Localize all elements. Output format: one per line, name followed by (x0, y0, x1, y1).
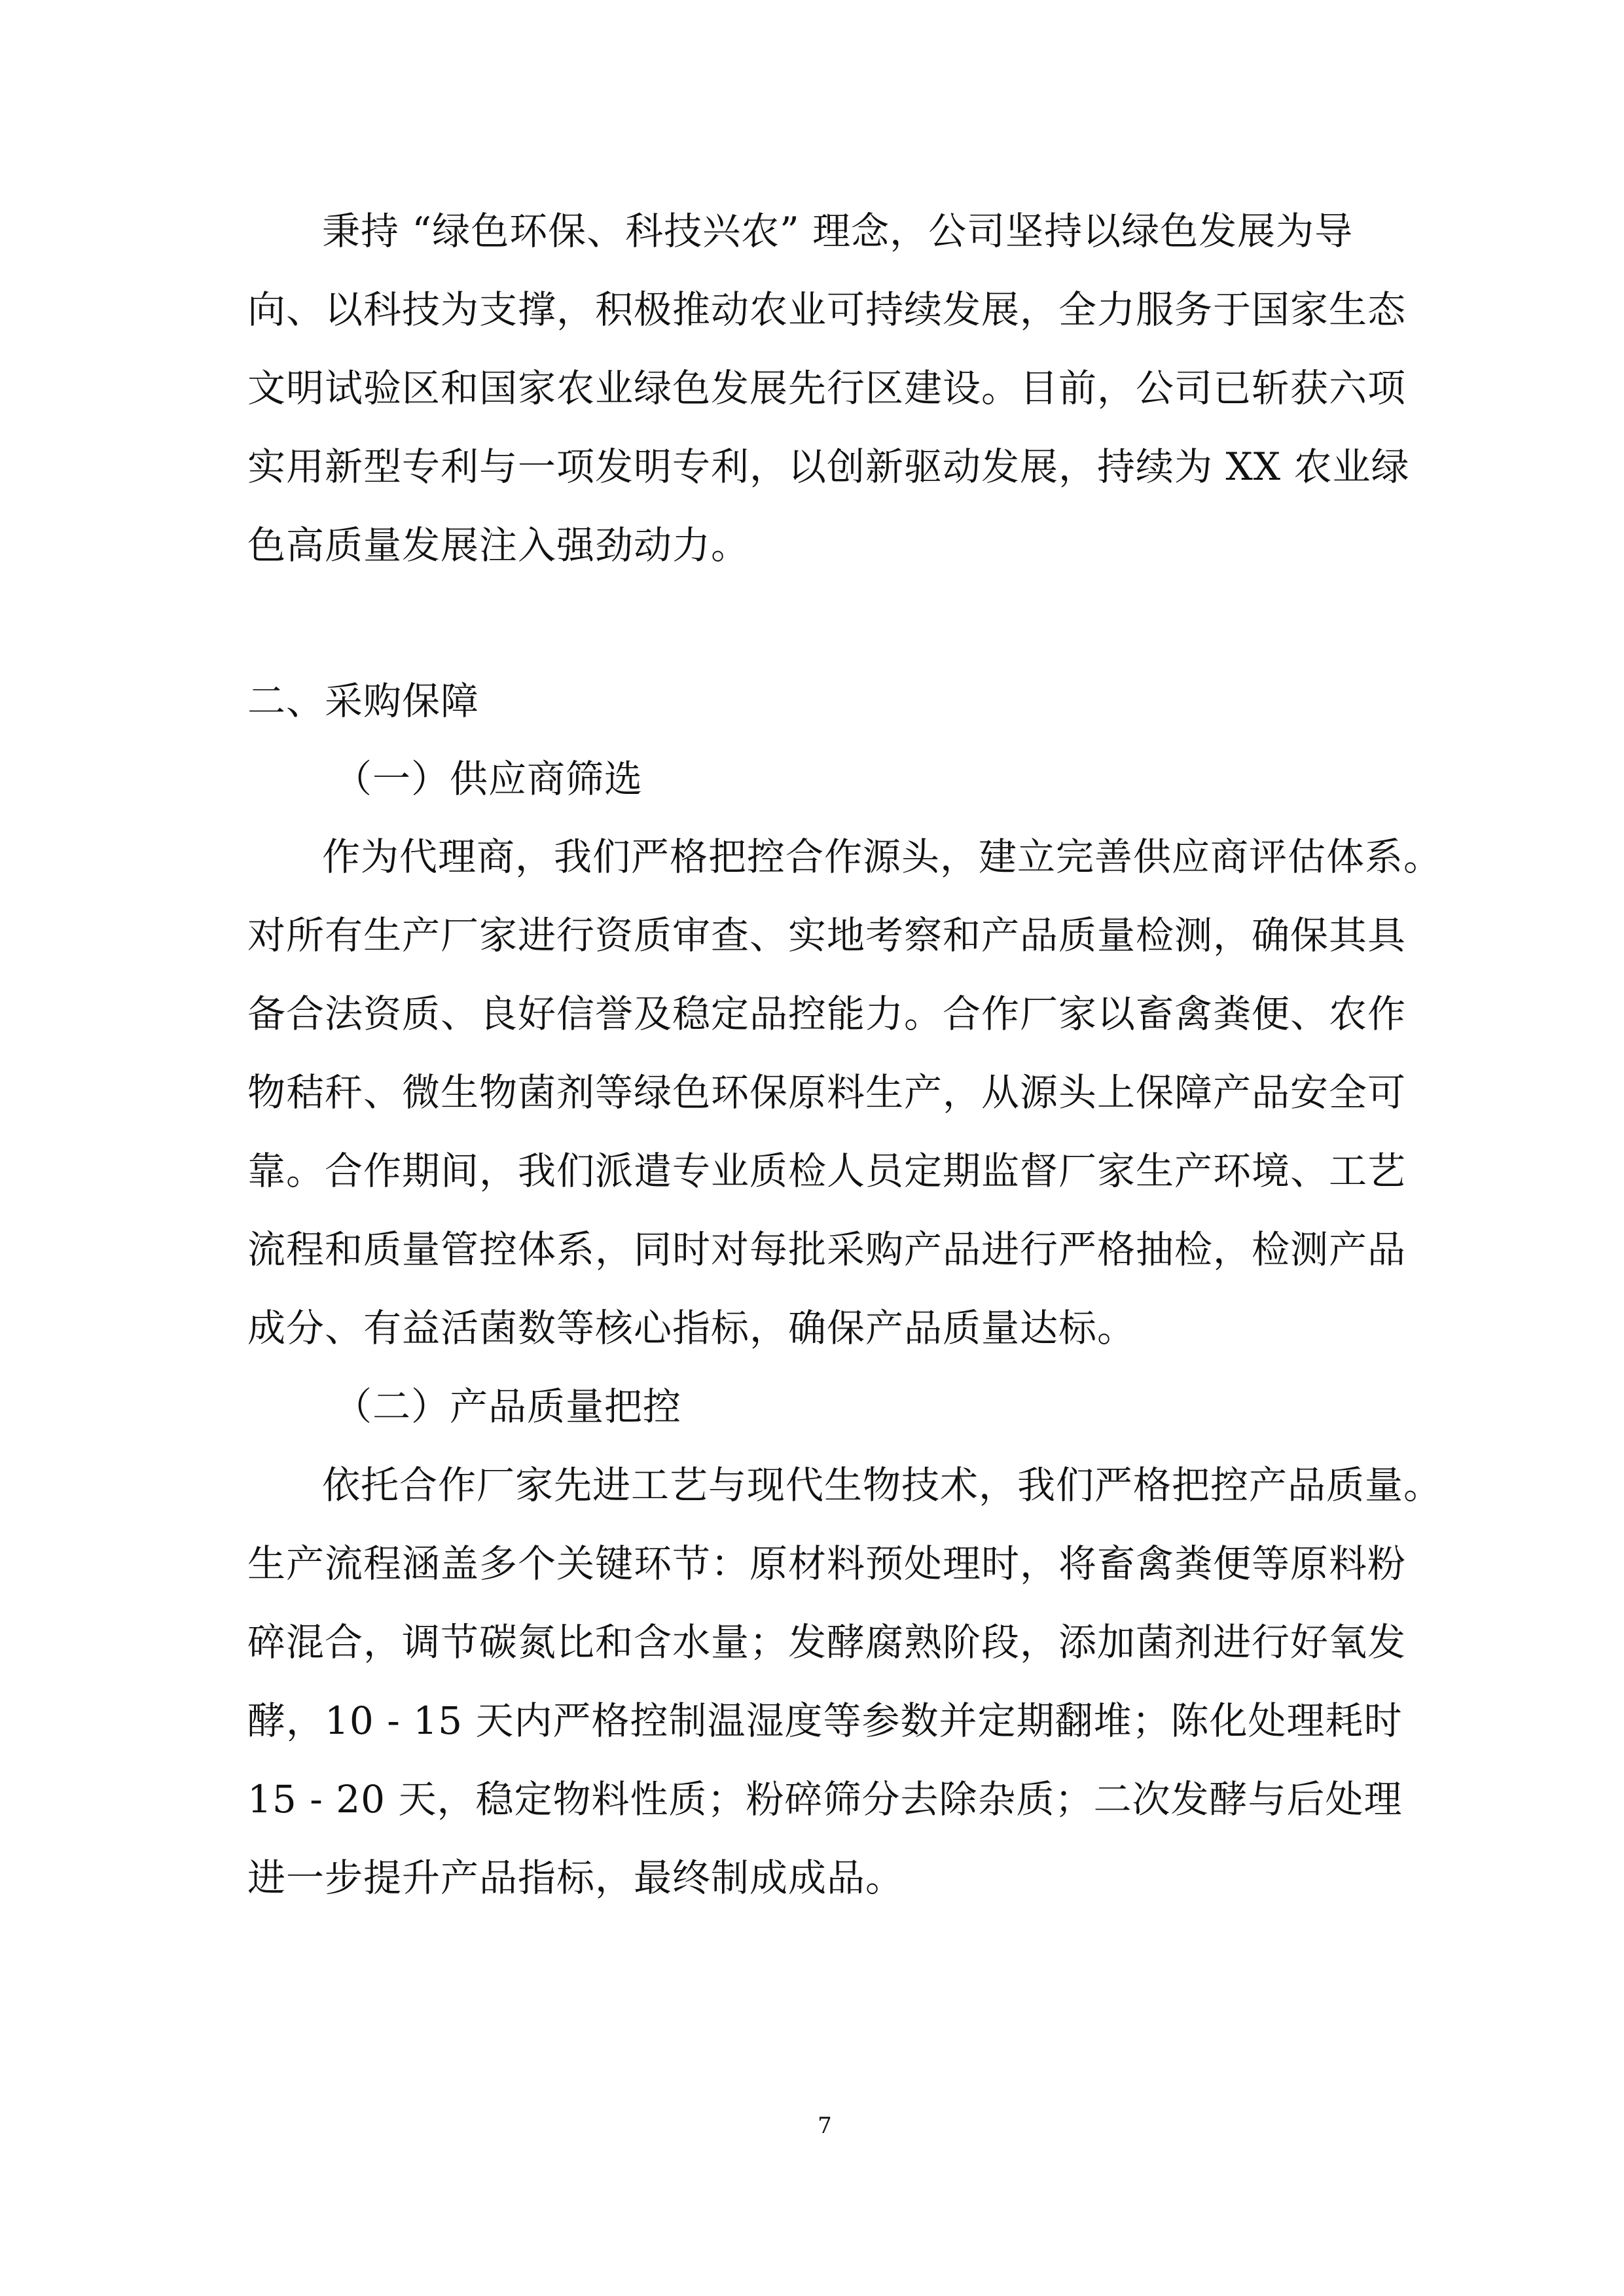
paragraph-2-line-4: 物秸秆、微生物菌剂等绿色环保原料生产，从源头上保障产品安全可 (247, 1070, 1407, 1115)
paragraph-2-line-2: 对所有生产厂家进行资质审查、实地考察和产品质量检测，确保其具 (247, 913, 1407, 958)
page-number: 7 (818, 2113, 832, 2139)
subsection-1-heading: （一）供应商筛选 (334, 757, 643, 801)
paragraph-3-line-6: 进一步提升产品指标，最终制成成品。 (247, 1856, 905, 1900)
section-heading: 二、采购保障 (247, 679, 480, 723)
paragraph-1-line-4: 实用新型专利与一项发明专利，以创新驱动发展，持续为 XX 农业绿 (247, 444, 1410, 489)
paragraph-3-line-4: 酵，10 - 15 天内严格控制温湿度等参数并定期翻堆；陈化处理耗时 (247, 1698, 1403, 1743)
subsection-2-heading: （二）产品质量把控 (334, 1384, 682, 1429)
paragraph-1-line-1: 秉持 “绿色环保、科技兴农” 理念，公司坚持以绿色发展为导 (322, 209, 1354, 253)
paragraph-2-line-1: 作为代理商，我们严格把控合作源头，建立完善供应商评估体系。 (322, 834, 1443, 879)
paragraph-3-line-2: 生产流程涵盖多个关键环节：原材料预处理时，将畜禽粪便等原料粉 (247, 1541, 1407, 1586)
paragraph-2-line-7: 成分、有益活菌数等核心指标，确保产品质量达标。 (247, 1306, 1136, 1350)
paragraph-1-line-5: 色高质量发展注入强劲动力。 (247, 523, 750, 567)
paragraph-2-line-6: 流程和质量管控体系，同时对每批采购产品进行严格抽检，检测产品 (247, 1227, 1407, 1272)
paragraph-2-line-5: 靠。合作期间，我们派遣专业质检人员定期监督厂家生产环境、工艺 (247, 1149, 1407, 1193)
paragraph-2-line-3: 备合法资质、良好信誉及稳定品控能力。合作厂家以畜禽粪便、农作 (247, 992, 1407, 1036)
paragraph-3-line-1: 依托合作厂家先进工艺与现代生物技术，我们严格把控产品质量。 (322, 1463, 1443, 1507)
paragraph-3-line-3: 碎混合，调节碳氮比和含水量；发酵腐熟阶段，添加菌剂进行好氧发 (247, 1620, 1407, 1664)
paragraph-1-line-2: 向、以科技为支撑，积极推动农业可持续发展，全力服务于国家生态 (247, 287, 1407, 332)
paragraph-1-line-3: 文明试验区和国家农业绿色发展先行区建设。目前，公司已斩获六项 (247, 366, 1407, 410)
paragraph-3-line-5: 15 - 20 天，稳定物料性质；粉碎筛分去除杂质；二次发酵与后处理 (247, 1777, 1403, 1821)
